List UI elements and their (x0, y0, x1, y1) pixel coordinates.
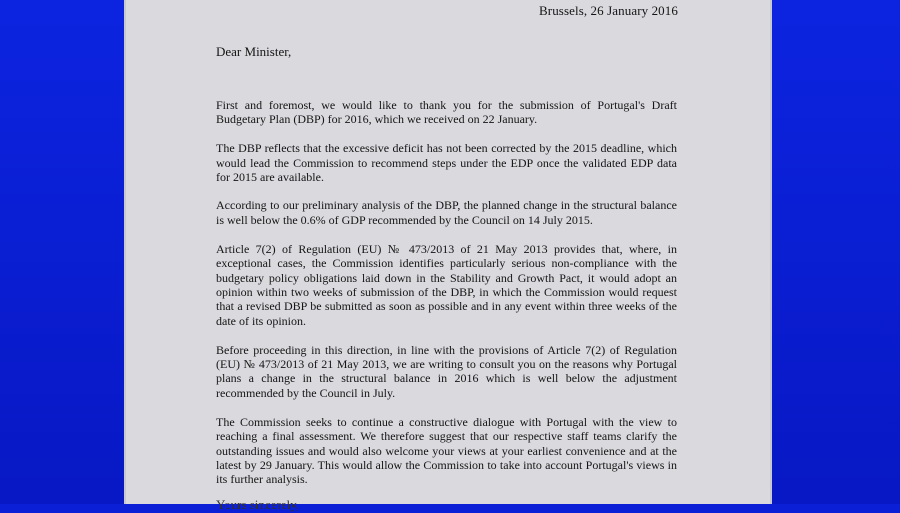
letter-date: Brussels, 26 January 2016 (539, 3, 678, 18)
backdrop-left (0, 0, 124, 504)
salutation: Dear Minister, (216, 44, 292, 59)
paragraph-article-7: Article 7(2) of Regulation (EU) № 473/2013 of 21 May 2013 provides that, where, in exceptional cases, the Commission identifies particularly serious non-compliance with the budgetary policy obligations laid down in the Stability and Growth Pact, it would adopt an opinion within two weeks of submission of the DBP, in which the Commission would request that a revised DBP be submitted as soon as possible and in any event within three weeks of the date of its opinion. (216, 241, 677, 328)
backdrop-right (772, 0, 900, 504)
paragraph-consultation: Before proceeding in this direction, in line with the provisions of Article 7(2) of Regulation (EU) № 473/2013 of 21 May 2013, we are writing to consult you on the reasons why Portugal plans a change in the structural balance in 2016 which is well below the adjustment recommended by the Council in July. (216, 342, 677, 400)
paragraph-dialogue: The Commission seeks to continue a constructive dialogue with Portugal with the view to reaching a final assessment. We therefore suggest that our respective staff teams clarify the outstanding issues and would also welcome your views at your earliest convenience and at the latest by 29 January. This would allow the Commission to take into account Portugal's views in its further analysis. (216, 414, 677, 487)
letter-body (216, 98, 677, 501)
closing-line: Yours sincerely, (216, 497, 300, 512)
paragraph-excessive-deficit: The DBP reflects that the excessive deficit has not been corrected by the 2015 deadline, which would lead the Commission to recommend steps under the EDP once the validated EDP data for 2015 are available. (216, 141, 677, 185)
letter-page (124, 0, 772, 512)
paragraph-preliminary-analysis: According to our preliminary analysis of the DBP, the planned change in the structural balance is well below the 0.6% of GDP recommended by the Council on 14 July 2015. (216, 198, 677, 227)
paragraph-thanks: First and foremost, we would like to thank you for the submission of Portugal's Draft Budgetary Plan (DBP) for 2016, which we received on 22 January. (216, 98, 677, 127)
